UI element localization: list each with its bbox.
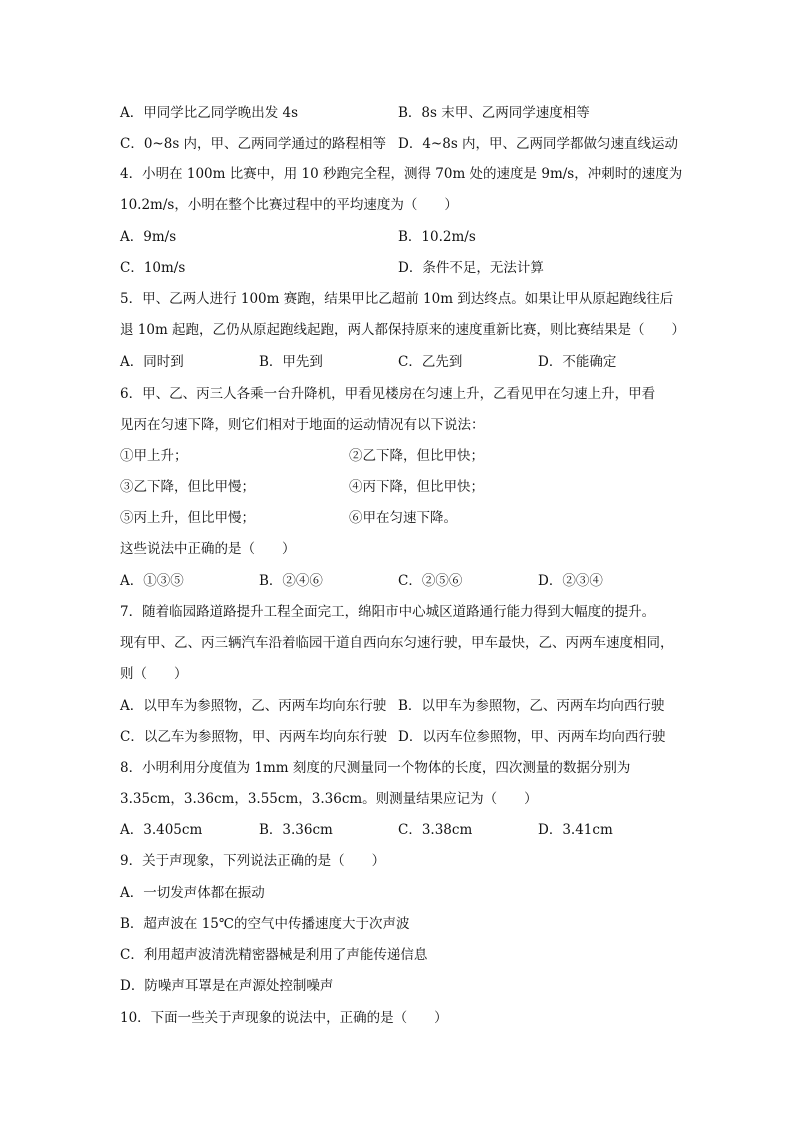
q9-option-c: C．利用超声波清洗精密器械是利用了声能传递信息 [120, 947, 428, 963]
q5-stem-line2: 退 10m 起跑，乙仍从原起跑线起跑，两人都保持原来的速度重新比赛，则比赛结果是（ ） [120, 322, 686, 338]
q6-statement-6: ⑥甲在匀速下降。 [349, 510, 457, 526]
q9-stem: 9．关于声现象，下列说法正确的是（ ） [120, 853, 386, 869]
q6-option-d: D．②③④ [538, 573, 603, 589]
q4-option-a: A．9m/s [120, 229, 177, 245]
q3-option-a: A．甲同学比乙同学晚出发 4s [120, 105, 299, 121]
q3-option-d: D．4~8s 内，甲、乙两同学都做匀速直线运动 [398, 136, 679, 152]
q6-option-b: B．②④⑥ [259, 573, 323, 589]
q7-stem-line3: 则（ ） [120, 666, 188, 682]
q5-stem-line1: 5．甲、乙两人进行 100m 赛跑，结果甲比乙超前 10m 到达终点。如果让甲从原起跑线往后 [120, 291, 674, 307]
q7-option-b: B．以甲车为参照物，乙、丙两车均向西行驶 [398, 698, 665, 714]
q7-stem-line1: 7．随着临园路道路提升工程全面完工，绵阳市中心城区道路通行能力得到大幅度的提升。 [120, 604, 656, 620]
q6-statement-5: ⑤丙上升，但比甲慢； [120, 510, 255, 526]
q3-option-b: B．8s 末甲、乙两同学速度相等 [398, 105, 590, 121]
q6-option-c: C．②⑤⑥ [398, 573, 463, 589]
q6-statement-3: ③乙下降，但比甲慢； [120, 479, 255, 495]
q7-option-d: D．以丙车位参照物，甲、丙两车均向西行驶 [398, 729, 666, 745]
q8-option-d: D．3.41cm [538, 822, 613, 838]
q6-stem-question: 这些说法中正确的是（ ） [120, 541, 296, 557]
q7-stem-line2: 现有甲、乙、丙三辆汽车沿着临园干道自西向东匀速行驶，甲车最快，乙、丙两车速度相同， [120, 635, 674, 651]
q6-statement-4: ④丙下降，但比甲快； [349, 479, 484, 495]
q7-option-c: C．以乙车为参照物，甲、丙两车均向东行驶 [120, 729, 387, 745]
q5-option-c: C．乙先到 [398, 354, 463, 370]
q7-option-a: A．以甲车为参照物，乙、丙两车均向东行驶 [120, 698, 387, 714]
q4-option-d: D．条件不足，无法计算 [398, 260, 544, 276]
q5-option-a: A．同时到 [120, 354, 184, 370]
q6-stem-line1: 6．甲、乙、丙三人各乘一台升降机，甲看见楼房在匀速上升，乙看见甲在匀速上升，甲看 [120, 386, 656, 402]
q5-option-b: B．甲先到 [259, 354, 323, 370]
q5-option-d: D．不能确定 [538, 354, 617, 370]
q4-option-c: C．10m/s [120, 260, 186, 276]
q4-option-b: B．10.2m/s [398, 229, 476, 245]
q6-stem-line2: 见丙在匀速下降，则它们相对于地面的运动情况有以下说法： [120, 417, 485, 433]
q6-statement-1: ①甲上升； [120, 448, 188, 464]
q10-stem: 10．下面一些关于声现象的说法中，正确的是（ ） [120, 1010, 448, 1026]
q8-option-a: A．3.405cm [120, 822, 203, 838]
q4-stem-line2: 10.2m/s，小明在整个比赛过程中的平均速度为（ ） [120, 197, 458, 213]
q9-option-b: B．超声波在 15℃的空气中传播速度大于次声波 [120, 916, 410, 932]
q8-option-b: B．3.36cm [259, 822, 333, 838]
q3-option-c: C．0~8s 内，甲、乙两同学通过的路程相等 [120, 136, 387, 152]
q6-option-a: A．①③⑤ [120, 573, 184, 589]
q6-statement-2: ②乙下降，但比甲快； [349, 448, 484, 464]
q8-stem-line2: 3.35cm，3.36cm，3.55cm，3.36cm。则测量结果应记为（ ） [120, 791, 538, 807]
q4-stem-line1: 4．小明在 100m 比赛中，用 10 秒跑完全程，测得 70m 处的速度是 9m/s，冲刺时的速度为 [120, 166, 683, 182]
q8-option-c: C．3.38cm [398, 822, 473, 838]
q8-stem-line1: 8．小明利用分度值为 1mm 刻度的尺测量同一个物体的长度，四次测量的数据分别为 [120, 760, 631, 776]
q9-option-a: A．一切发声体都在振动 [120, 885, 265, 901]
q9-option-d: D．防噪声耳罩是在声源处控制噪声 [120, 978, 334, 994]
